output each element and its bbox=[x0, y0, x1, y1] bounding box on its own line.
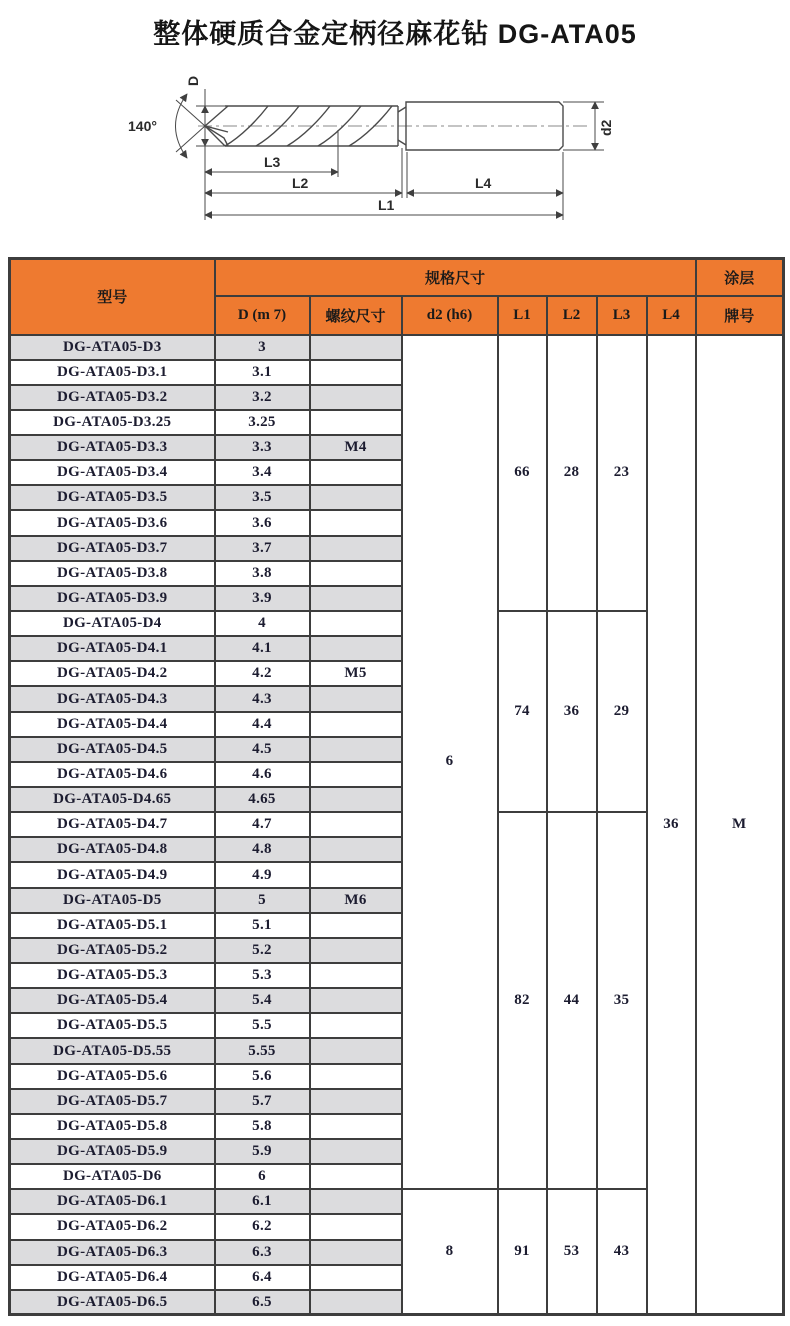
header-col-thread: 螺纹尺寸 bbox=[310, 296, 402, 335]
thread-cell bbox=[310, 862, 402, 887]
thread-cell bbox=[310, 586, 402, 611]
model-cell: DG-ATA05-D4.8 bbox=[10, 837, 215, 862]
d-cell: 4 bbox=[215, 611, 310, 636]
d-cell: 3.2 bbox=[215, 385, 310, 410]
page-title: 整体硬质合金定柄径麻花钻 DG-ATA05 bbox=[153, 19, 637, 49]
l1-cell: 82 bbox=[498, 812, 547, 1189]
thread-cell bbox=[310, 1139, 402, 1164]
thread-cell bbox=[310, 1013, 402, 1038]
spec-table-body bbox=[10, 335, 784, 1315]
model-cell: DG-ATA05-D4.6 bbox=[10, 762, 215, 787]
model-cell: DG-ATA05-D5.3 bbox=[10, 963, 215, 988]
d-cell: 4.1 bbox=[215, 636, 310, 661]
model-cell: DG-ATA05-D5.4 bbox=[10, 988, 215, 1013]
d-cell: 4.5 bbox=[215, 737, 310, 762]
thread-cell: M5 bbox=[310, 661, 402, 686]
d-cell: 4.8 bbox=[215, 837, 310, 862]
thread-cell bbox=[310, 787, 402, 812]
thread-cell bbox=[310, 1114, 402, 1139]
table-row bbox=[10, 335, 784, 360]
l3-cell: 35 bbox=[597, 812, 647, 1189]
thread-cell bbox=[310, 837, 402, 862]
l2-cell: 36 bbox=[547, 611, 597, 812]
l2-cell: 44 bbox=[547, 812, 597, 1189]
thread-cell bbox=[310, 360, 402, 385]
thread-cell bbox=[310, 1038, 402, 1063]
l1-cell: 66 bbox=[498, 335, 547, 612]
l3-cell: 43 bbox=[597, 1189, 647, 1315]
thread-cell bbox=[310, 410, 402, 435]
thread-cell bbox=[310, 913, 402, 938]
d-cell: 5.55 bbox=[215, 1038, 310, 1063]
model-cell: DG-ATA05-D5.9 bbox=[10, 1139, 215, 1164]
thread-cell bbox=[310, 1064, 402, 1089]
d-cell: 3.3 bbox=[215, 435, 310, 460]
model-cell: DG-ATA05-D4 bbox=[10, 611, 215, 636]
l2-cell: 28 bbox=[547, 335, 597, 612]
model-cell: DG-ATA05-D5.5 bbox=[10, 1013, 215, 1038]
d-cell: 5 bbox=[215, 888, 310, 913]
d-cell: 6 bbox=[215, 1164, 310, 1189]
model-cell: DG-ATA05-D3.25 bbox=[10, 410, 215, 435]
model-cell: DG-ATA05-D5.1 bbox=[10, 913, 215, 938]
thread-cell bbox=[310, 712, 402, 737]
d-cell: 6.1 bbox=[215, 1189, 310, 1214]
dim-label-angle: 140° bbox=[128, 118, 157, 134]
model-cell: DG-ATA05-D6.5 bbox=[10, 1290, 215, 1315]
d-cell: 4.2 bbox=[215, 661, 310, 686]
d-cell: 6.5 bbox=[215, 1290, 310, 1315]
d-cell: 6.4 bbox=[215, 1265, 310, 1290]
header-col-l3: L3 bbox=[597, 296, 647, 335]
model-cell: DG-ATA05-D3.1 bbox=[10, 360, 215, 385]
d-cell: 3.5 bbox=[215, 485, 310, 510]
d-cell: 4.4 bbox=[215, 712, 310, 737]
model-cell: DG-ATA05-D6.2 bbox=[10, 1214, 215, 1239]
l1-cell: 91 bbox=[498, 1189, 547, 1315]
model-cell: DG-ATA05-D4.9 bbox=[10, 862, 215, 887]
model-cell: DG-ATA05-D3.3 bbox=[10, 435, 215, 460]
d-cell: 3.25 bbox=[215, 410, 310, 435]
model-cell: DG-ATA05-D6.3 bbox=[10, 1240, 215, 1265]
dim-label-l2: L2 bbox=[292, 175, 309, 191]
d-cell: 6.2 bbox=[215, 1214, 310, 1239]
thread-cell bbox=[310, 686, 402, 711]
model-cell: DG-ATA05-D4.1 bbox=[10, 636, 215, 661]
model-cell: DG-ATA05-D4.2 bbox=[10, 661, 215, 686]
thread-cell bbox=[310, 963, 402, 988]
d-cell: 4.9 bbox=[215, 862, 310, 887]
d-cell: 4.7 bbox=[215, 812, 310, 837]
d2-cell: 8 bbox=[402, 1189, 498, 1315]
thread-cell bbox=[310, 611, 402, 636]
dim-label-d2: d2 bbox=[598, 119, 614, 136]
model-cell: DG-ATA05-D3.8 bbox=[10, 561, 215, 586]
model-cell: DG-ATA05-D4.5 bbox=[10, 737, 215, 762]
thread-cell bbox=[310, 762, 402, 787]
thread-cell bbox=[310, 385, 402, 410]
d-cell: 5.5 bbox=[215, 1013, 310, 1038]
thread-cell bbox=[310, 561, 402, 586]
spec-table bbox=[8, 257, 785, 1316]
thread-cell bbox=[310, 536, 402, 561]
model-cell: DG-ATA05-D5 bbox=[10, 888, 215, 913]
d-cell: 4.3 bbox=[215, 686, 310, 711]
l2-cell: 53 bbox=[547, 1189, 597, 1315]
model-cell: DG-ATA05-D3.6 bbox=[10, 510, 215, 535]
model-cell: DG-ATA05-D5.2 bbox=[10, 938, 215, 963]
grade-cell: M bbox=[696, 335, 784, 1315]
model-cell: DG-ATA05-D3.4 bbox=[10, 460, 215, 485]
thread-cell bbox=[310, 988, 402, 1013]
thread-cell bbox=[310, 510, 402, 535]
thread-cell: M6 bbox=[310, 888, 402, 913]
model-cell: DG-ATA05-D6.4 bbox=[10, 1265, 215, 1290]
model-cell: DG-ATA05-D3.9 bbox=[10, 586, 215, 611]
d-cell: 3 bbox=[215, 335, 310, 360]
header-col-l2: L2 bbox=[547, 296, 597, 335]
header-model: 型号 bbox=[10, 259, 215, 335]
d-cell: 3.6 bbox=[215, 510, 310, 535]
thread-cell bbox=[310, 1189, 402, 1214]
d-cell: 5.3 bbox=[215, 963, 310, 988]
header-col-l1: L1 bbox=[498, 296, 547, 335]
d-cell: 5.9 bbox=[215, 1139, 310, 1164]
thread-cell bbox=[310, 1240, 402, 1265]
thread-cell bbox=[310, 1089, 402, 1114]
d-cell: 5.8 bbox=[215, 1114, 310, 1139]
model-cell: DG-ATA05-D3.5 bbox=[10, 485, 215, 510]
d-cell: 5.4 bbox=[215, 988, 310, 1013]
d-cell: 5.7 bbox=[215, 1089, 310, 1114]
d-cell: 3.4 bbox=[215, 460, 310, 485]
l3-cell: 23 bbox=[597, 335, 647, 612]
d-cell: 3.1 bbox=[215, 360, 310, 385]
header-col-l4: L4 bbox=[647, 296, 696, 335]
d-cell: 5.6 bbox=[215, 1064, 310, 1089]
dim-label-d: D bbox=[185, 75, 201, 86]
model-cell: DG-ATA05-D6.1 bbox=[10, 1189, 215, 1214]
model-cell: DG-ATA05-D5.6 bbox=[10, 1064, 215, 1089]
thread-cell bbox=[310, 636, 402, 661]
model-cell: DG-ATA05-D4.7 bbox=[10, 812, 215, 837]
model-cell: DG-ATA05-D6 bbox=[10, 1164, 215, 1189]
model-cell: DG-ATA05-D3.2 bbox=[10, 385, 215, 410]
d-cell: 3.7 bbox=[215, 536, 310, 561]
thread-cell bbox=[310, 938, 402, 963]
thread-cell bbox=[310, 737, 402, 762]
d-cell: 6.3 bbox=[215, 1240, 310, 1265]
thread-cell bbox=[310, 1164, 402, 1189]
header-coating-group: 涂层 bbox=[696, 259, 784, 296]
model-cell: DG-ATA05-D4.4 bbox=[10, 712, 215, 737]
model-cell: DG-ATA05-D5.55 bbox=[10, 1038, 215, 1063]
thread-cell bbox=[310, 812, 402, 837]
d-cell: 5.1 bbox=[215, 913, 310, 938]
d-cell: 4.6 bbox=[215, 762, 310, 787]
l1-cell: 74 bbox=[498, 611, 547, 812]
model-cell: DG-ATA05-D4.3 bbox=[10, 686, 215, 711]
dim-label-l4: L4 bbox=[475, 175, 492, 191]
d2-cell: 6 bbox=[402, 335, 498, 1190]
table-header bbox=[10, 259, 784, 335]
d-cell: 5.2 bbox=[215, 938, 310, 963]
d-cell: 4.65 bbox=[215, 787, 310, 812]
thread-cell bbox=[310, 485, 402, 510]
dim-label-l3: L3 bbox=[264, 154, 281, 170]
thread-cell bbox=[310, 335, 402, 360]
l4-cell: 36 bbox=[647, 335, 696, 1315]
header-col-grade: 牌号 bbox=[696, 296, 784, 335]
model-cell: DG-ATA05-D5.8 bbox=[10, 1114, 215, 1139]
header-spec-group: 规格尺寸 bbox=[215, 259, 696, 296]
d-cell: 3.8 bbox=[215, 561, 310, 586]
header-col-d: D (m 7) bbox=[215, 296, 310, 335]
thread-cell: M4 bbox=[310, 435, 402, 460]
d-cell: 3.9 bbox=[215, 586, 310, 611]
model-cell: DG-ATA05-D3.7 bbox=[10, 536, 215, 561]
dim-label-l1: L1 bbox=[378, 197, 395, 213]
thread-cell bbox=[310, 1265, 402, 1290]
model-cell: DG-ATA05-D4.65 bbox=[10, 787, 215, 812]
thread-cell bbox=[310, 1214, 402, 1239]
l3-cell: 29 bbox=[597, 611, 647, 812]
model-cell: DG-ATA05-D3 bbox=[10, 335, 215, 360]
thread-cell bbox=[310, 1290, 402, 1315]
header-col-d2: d2 (h6) bbox=[402, 296, 498, 335]
drill-diagram bbox=[120, 56, 620, 236]
thread-cell bbox=[310, 460, 402, 485]
model-cell: DG-ATA05-D5.7 bbox=[10, 1089, 215, 1114]
